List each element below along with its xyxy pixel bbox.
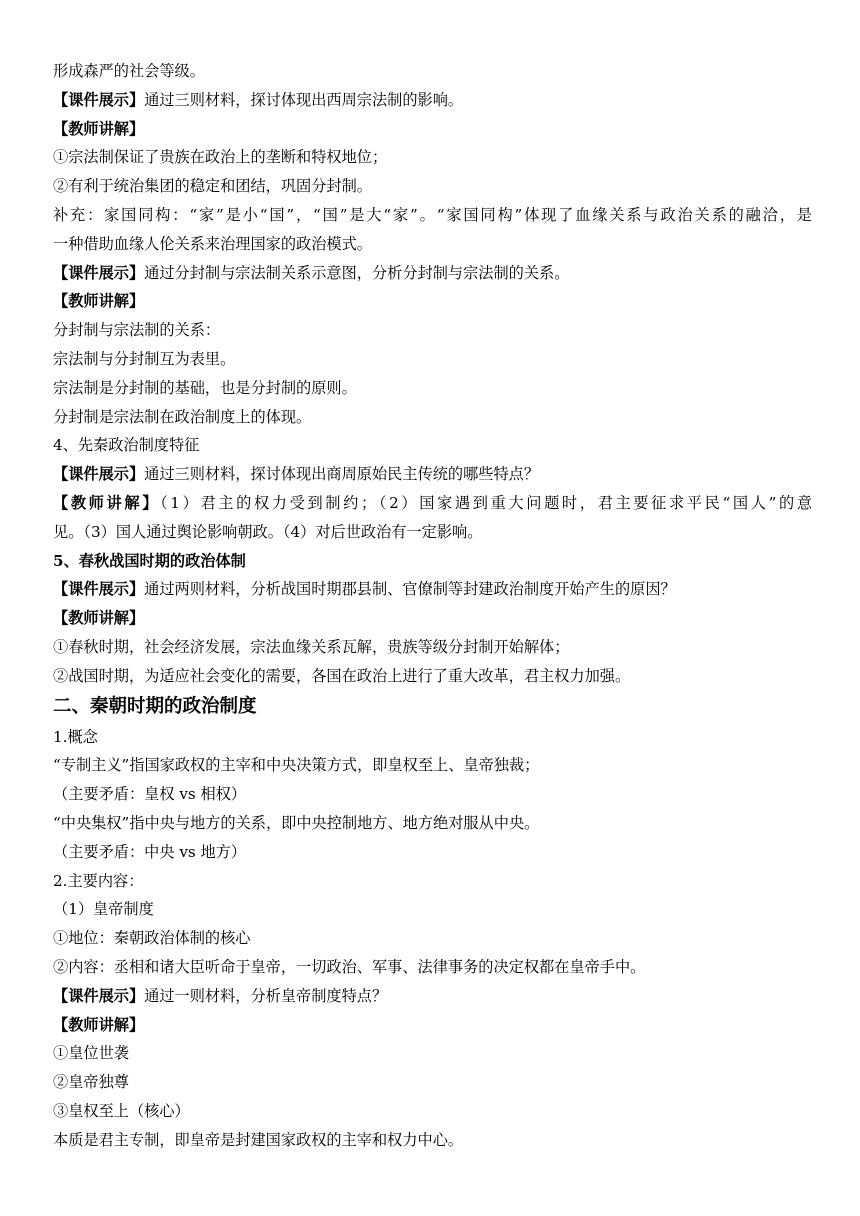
courseware-tag: 【课件展示】 — [53, 90, 145, 109]
body-line: 形成森严的社会等级。 — [53, 62, 205, 80]
body-line: ①春秋时期，社会经济发展，宗法血缘关系瓦解，贵族等级分封制开始解体； — [53, 637, 570, 656]
body-line: “专制主义”指国家政权的主宰和中央决策方式，即皇权至上、皇帝独裁； — [53, 756, 540, 775]
body-line: 一种借助血缘人伦关系来治理国家的政治模式。 — [53, 234, 372, 253]
courseware-line — [53, 460, 812, 489]
teacher-tag-line — [53, 604, 812, 633]
body-line: “中央集权”指中央与地方的关系，即中央控制地方、地方绝对服从中央。 — [53, 813, 540, 832]
body-line: ①皇位世袭 — [53, 1044, 129, 1063]
courseware-tag: 【课件展示】 — [53, 986, 145, 1005]
body-line: ①地位：秦朝政治体制的核心 — [53, 929, 251, 948]
body-line: 见。（3）国人通过舆论影响朝政。（4）对后世政治有一定影响。 — [53, 522, 483, 541]
teacher-explain-line — [53, 489, 812, 518]
body-line: 1.概念 — [53, 727, 98, 746]
subsection-title: 5、春秋战国时期的政治体制 — [53, 551, 246, 570]
body-line: 宗法制与分封制互为表里。 — [53, 349, 236, 368]
teacher-tag: 【教师讲解】 — [53, 493, 161, 512]
line-text: 通过一则材料，分析皇帝制度特点？ — [144, 986, 388, 1005]
courseware-line — [53, 86, 812, 115]
teacher-tag-line — [53, 1011, 812, 1040]
body-line: ②内容：丞相和诸大臣听命于皇帝，一切政治、军事、法律事务的决定权都在皇帝手中。 — [53, 957, 646, 976]
body-line: ③皇权至上（核心） — [53, 1101, 190, 1120]
teacher-tag-line — [53, 115, 812, 144]
section-heading: 二、秦朝时期的政治制度 — [53, 695, 257, 717]
body-line: 2.主要内容： — [53, 871, 144, 890]
courseware-line — [53, 982, 812, 1011]
teacher-tag-line — [53, 287, 812, 316]
courseware-line — [53, 575, 812, 604]
courseware-tag: 【课件展示】 — [53, 580, 145, 599]
body-line: ②有利于统治集团的稳定和团结，巩固分封制。 — [53, 177, 372, 196]
line-text: 通过三则材料，探讨体现出商周原始民主传统的哪些特点？ — [144, 465, 539, 484]
body-line: ②皇帝独尊 — [53, 1073, 129, 1092]
line-text: 通过分封制与宗法制关系示意图，分析分封制与宗法制的关系。 — [144, 263, 570, 282]
courseware-tag: 【课件展示】 — [53, 263, 145, 282]
body-line: （1）皇帝制度 — [53, 900, 154, 919]
body-line: ①宗法制保证了贵族在政治上的垄断和特权地位； — [53, 148, 388, 167]
body-line: 宗法制是分封制的基础，也是分封制的原则。 — [53, 378, 357, 397]
body-line: （主要矛盾：中央 vs 地方） — [53, 842, 247, 861]
body-line: ②战国时期，为适应社会变化的需要，各国在政治上进行了重大改革，君主权力加强。 — [53, 666, 631, 685]
courseware-line — [53, 259, 812, 288]
line-text: 通过三则材料，探讨体现出西周宗法制的影响。 — [144, 90, 464, 109]
teacher-tag: 【教师讲解】 — [53, 119, 145, 138]
teacher-tag: 【教师讲解】 — [53, 292, 145, 311]
line-text: （1）君主的权力受到制约；（2）国家遇到重大问题时，君主要征求平民“国人”的意 — [160, 493, 812, 512]
line-text: 通过两则材料，分析战国时期郡县制、官僚制等封建政治制度开始产生的原因？ — [144, 580, 676, 599]
body-line: 分封制是宗法制在政治制度上的体现。 — [53, 407, 312, 426]
teacher-tag: 【教师讲解】 — [53, 609, 145, 628]
body-line: 补充：家国同构：“家”是小“国”，“国”是大“家”。“家国同构”体现了血缘关系与政治关系的融洽，是 — [53, 205, 812, 224]
teacher-tag: 【教师讲解】 — [53, 1015, 145, 1034]
body-line: 分封制与宗法制的关系： — [53, 321, 221, 340]
body-line: 本质是君主专制，即皇帝是封建国家政权的主宰和权力中心。 — [53, 1130, 464, 1149]
subsection-title: 4、先秦政治制度特征 — [53, 436, 200, 455]
courseware-tag: 【课件展示】 — [53, 465, 145, 484]
body-line: （主要矛盾：皇权 vs 相权） — [53, 785, 247, 804]
